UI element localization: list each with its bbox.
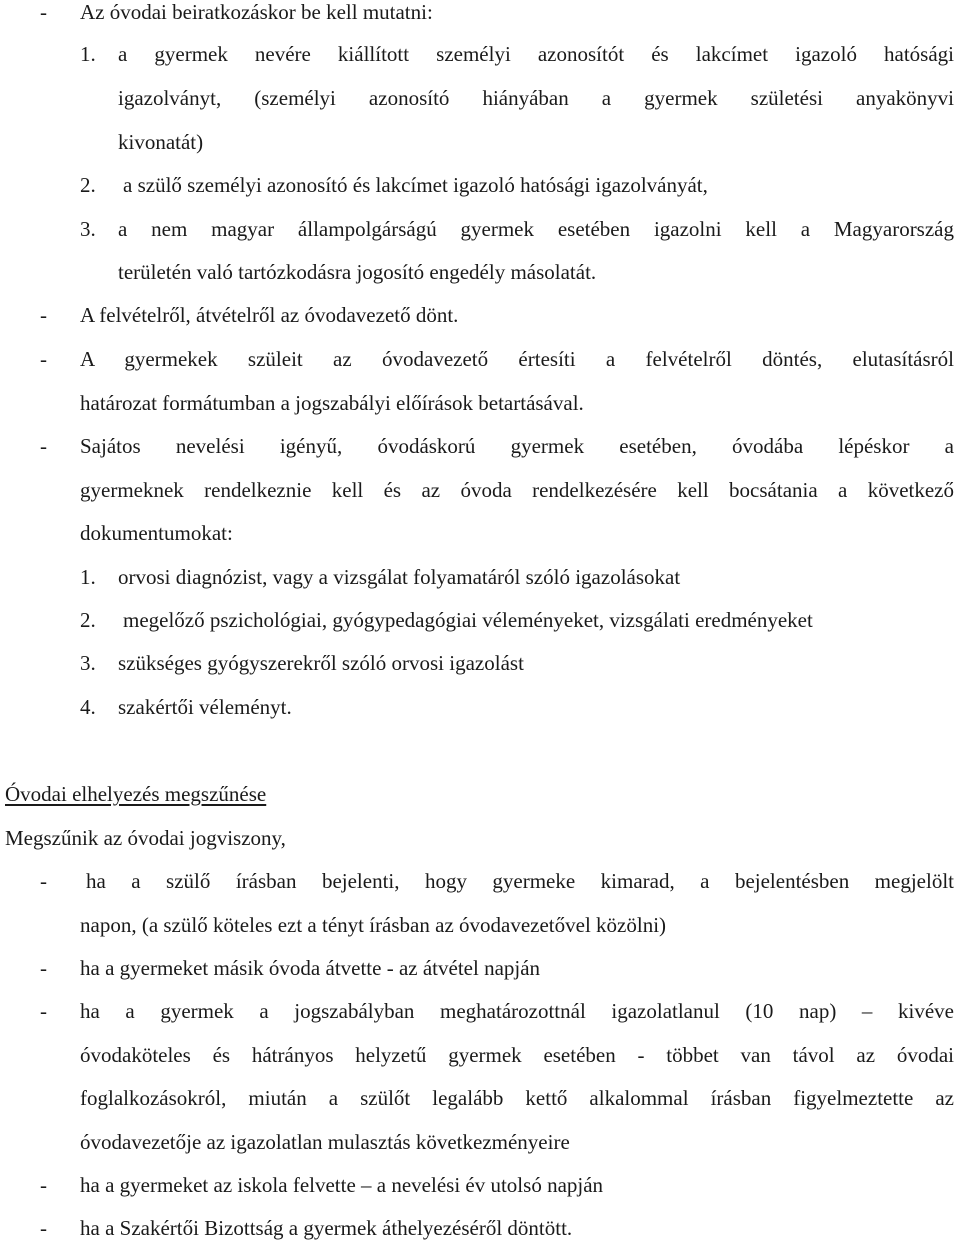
paragraph-text: gyermeknek rendelkeznie kell és az óvoda rendelkezésére kell bocsátania a következő — [80, 478, 954, 502]
bullet-dash: - — [40, 434, 47, 458]
list-number: 1. — [80, 42, 96, 66]
list-item-text: óvodaköteles és hátrányos helyzetű gyermek esetében - többet van távol az óvodai — [80, 1043, 954, 1067]
list-item-text: foglalkozásokról, miután a szülőt legalább kettő alkalommal írásban figyelmeztette az — [80, 1086, 954, 1110]
list-item-text: napon, (a szülő köteles ezt a tényt írásban az óvodavezetővel közölni) — [80, 913, 667, 937]
bullet-dash: - — [40, 999, 47, 1023]
list-number: 2. — [80, 173, 96, 197]
list-item-text: területén való tartózkodásra jogosító engedély másolatát. — [118, 260, 597, 284]
paragraph-text: A felvételről, átvételről az óvodavezető dönt. — [80, 303, 459, 327]
intro-text: Az óvodai beiratkozáskor be kell mutatni: — [80, 0, 433, 24]
bullet-dash: - — [40, 869, 47, 893]
list-item-text: ha a Szakértői Bizottság a gyermek áthelyezéséről döntött. — [80, 1216, 573, 1240]
list-item-text: szakértői véleményt. — [118, 695, 292, 719]
bullet-dash: - — [40, 1173, 47, 1197]
list-item-text: ha a gyermeket másik óvoda átvette - az átvétel napján — [80, 956, 541, 980]
list-number: 1. — [80, 565, 96, 589]
list-item-text: ha a gyermeket az iskola felvette – a nevelési év utolsó napján — [80, 1173, 604, 1197]
paragraph-text: dokumentumokat: — [80, 521, 233, 545]
list-item-text: óvodavezetője az igazolatlan mulasztás következményeire — [80, 1130, 570, 1154]
section-intro: Megszűnik az óvodai jogviszony, — [5, 826, 286, 850]
section-heading: Óvodai elhelyezés megszűnése — [5, 782, 267, 806]
list-number: 3. — [80, 651, 96, 675]
paragraph-text: A gyermekek szüleit az óvodavezető értesíti a felvételről döntés, elutasításról — [80, 347, 954, 371]
paragraph-text: határozat formátumban a jogszabályi előírások betartásával. — [80, 391, 584, 415]
bullet-dash: - — [40, 1216, 47, 1240]
bullet-dash: - — [40, 956, 47, 980]
list-item-text: a szülő személyi azonosító és lakcímet igazoló hatósági igazolványát, — [123, 173, 708, 197]
bullet-dash: - — [40, 0, 47, 24]
list-item-text: orvosi diagnózist, vagy a vizsgálat folyamatáról szóló igazolásokat — [118, 565, 681, 589]
list-item-text: ha a gyermek a jogszabályban meghatározottnál igazolatlanul (10 nap) – kivéve — [80, 999, 954, 1023]
list-item-text: a gyermek nevére kiállított személyi azonosítót és lakcímet igazoló hatósági — [118, 42, 954, 66]
bullet-dash: - — [40, 347, 47, 371]
list-number: 2. — [80, 608, 96, 632]
paragraph-text: Sajátos nevelési igényű, óvodáskorú gyermek esetében, óvodába lépéskor a — [80, 434, 954, 458]
list-item-text: kivonatát) — [118, 130, 204, 154]
list-item-text: ha a szülő írásban bejelenti, hogy gyermeke kimarad, a bejelentésben megjelölt — [86, 869, 954, 893]
list-item-text: megelőző pszichológiai, gyógypedagógiai véleményeket, vizsgálati eredményeket — [123, 608, 813, 632]
list-item-text: igazolványt, (személyi azonosító hiányában a gyermek születési anyakönyvi — [118, 86, 954, 110]
list-item-text: szükséges gyógyszerekről szóló orvosi igazolást — [118, 651, 524, 675]
list-item-text: a nem magyar állampolgárságú gyermek esetében igazolni kell a Magyarország — [118, 217, 954, 241]
bullet-dash: - — [40, 303, 47, 327]
list-number: 3. — [80, 217, 96, 241]
list-number: 4. — [80, 695, 96, 719]
